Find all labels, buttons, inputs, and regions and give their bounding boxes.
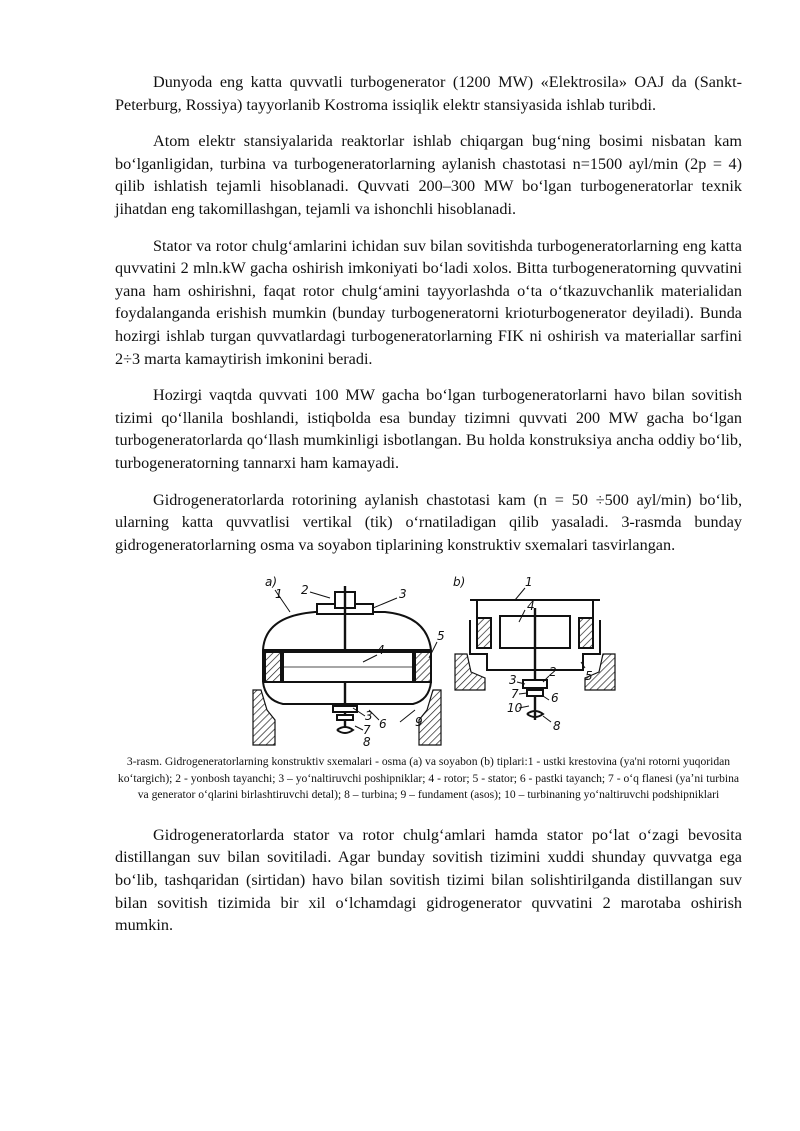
scheme-a-number: 4 xyxy=(377,643,385,658)
scheme-a-number: 7 xyxy=(363,723,371,738)
scheme-b-number: 5 xyxy=(585,669,593,684)
scheme-a xyxy=(253,586,441,745)
figure-hydrogenerator-schemes xyxy=(115,570,742,750)
figure-label-b: b) xyxy=(453,575,466,590)
paragraph: Atom elektr stansiyalarida reaktorlar ishlab chiqargan bugʻning bosimi nisbatan kam boʻlganligidan, turbina va turbogeneratorlarning aylanish chastotasi n=1500 ayl/min (2p = 4) qilib ishlatish tejamli hisoblanadi. Quvvati 200–300 MW boʻlgan turbogeneratorlar texnik jihatdan eng takomillashgan, tejamli va ishonchli hisoblanadi. xyxy=(115,132,742,218)
scheme-b-number: 10 xyxy=(507,701,523,716)
figure-caption: 3-rasm. Gidrogeneratorlarning konstruktiv sxemalari - osma (a) va soyabon (b) tiplari:1 - ustki krestovina (ya'ni rotorni yuqoridan koʻtargich); 2 - yonbosh tayanchi; 3 – yoʻnaltiruvchi poshipniklar; 4 - rotor; 5 - stator; 6 - pastki tayanch; 7 - oʻq flanesi (yaʼni turbina va generator oʻqlarini birlashtiruvchi detal); 8 – turbina; 9 – fundament (asos); 10 – turbinaning yoʻnaltiruvchi podshipniklari xyxy=(117,755,740,802)
scheme-b-number: 2 xyxy=(549,665,557,680)
scheme-a-number: 6 xyxy=(379,717,387,732)
paragraph: Gidrogeneratorlarda rotorining aylanish chastotasi kam (n = 50 ÷500 ayl/min) boʻlib, ularning katta quvvatlisi vertikal (tik) oʻrnatiladigan qilib yasaladi. 3-rasmda bunday gidrogeneratorlarning osma va soyabon tiplarining konstruktiv sxemalari tasvirlangan. xyxy=(115,490,742,554)
scheme-b-number: 3 xyxy=(509,673,517,688)
scheme-b-number: 1 xyxy=(525,575,533,590)
scheme-b-number: 7 xyxy=(511,687,519,702)
paragraph: Hozirgi vaqtda quvvati 100 MW gacha boʻlgan turbogeneratorlarni havo bilan sovitish tizimi qoʻllanila boshlandi, istiqbolda esa bunday tizimni quvvati 200 MW gacha boʻlgan turbogeneratorlarda qoʻllash mumkinligi isbotlangan. Bu holda konstruksiya ancha oddiy boʻlib, turbogeneratorning tannarxi ham kamayadi. xyxy=(115,386,742,472)
scheme-a-number: 3 xyxy=(399,587,407,602)
document-page xyxy=(115,71,742,951)
scheme-b-number: 6 xyxy=(551,691,559,706)
scheme-b-number: 4 xyxy=(527,599,535,614)
figure-label-a: a) xyxy=(265,575,278,590)
scheme-b-number: 8 xyxy=(553,719,561,734)
scheme-a-number: 3 xyxy=(365,709,373,724)
scheme-b xyxy=(455,588,615,722)
scheme-a-number: 1 xyxy=(275,587,283,602)
paragraph: Stator va rotor chulgʻamlarini ichidan suv bilan sovitishda turbogeneratorlarning eng katta quvvatini 2 mln.kW gacha oshirish imkoniyati boʻladi xolos. Bitta turbogeneratorning quvvatini yana ham oshirishni, faqat rotor chulgʻamini tayyorlashda oʻta oʻtkazuvchanlik materialidan foydalanganda erishish mumkin (bunday turbogeneratorni krioturbogenerator deyiladi). Bunda hozirgi ishlab turgan quvvatlardagi turbogeneratorlarning FIK ni oshirish va materiallar sarfini 2÷3 marta kamaytirish imkonini beradi. xyxy=(115,236,742,368)
scheme-a-number: 5 xyxy=(437,629,445,644)
scheme-a-number: 8 xyxy=(363,735,371,750)
paragraph: Gidrogeneratorlarda stator va rotor chulgʻamlari hamda stator poʻlat oʻzagi bevosita distillangan suv bilan sovitiladi. Agar bunday sovitish tizimini xuddi shunday quvvatga ega boʻlib, tashqaridan (sirtidan) havo bilan sovitish tizimi bilan solishtirilganda distillangan suv bilan sovitish tizimida bir xil oʻlchamdagi gidrogenerator quvvatini 2 marotaba oshirish mumkin. xyxy=(115,825,742,935)
figure-drawing xyxy=(115,570,742,750)
scheme-a-number: 2 xyxy=(301,583,309,598)
scheme-a-number: 9 xyxy=(415,715,423,730)
paragraph: Dunyoda eng katta quvvatli turbogenerator (1200 MW) «Elektrosila» OAJ da (Sankt-Peterburg, Rossiya) tayyorlanib Kostroma issiqlik elektr stansiyasida ishlab turibdi. xyxy=(115,73,742,114)
